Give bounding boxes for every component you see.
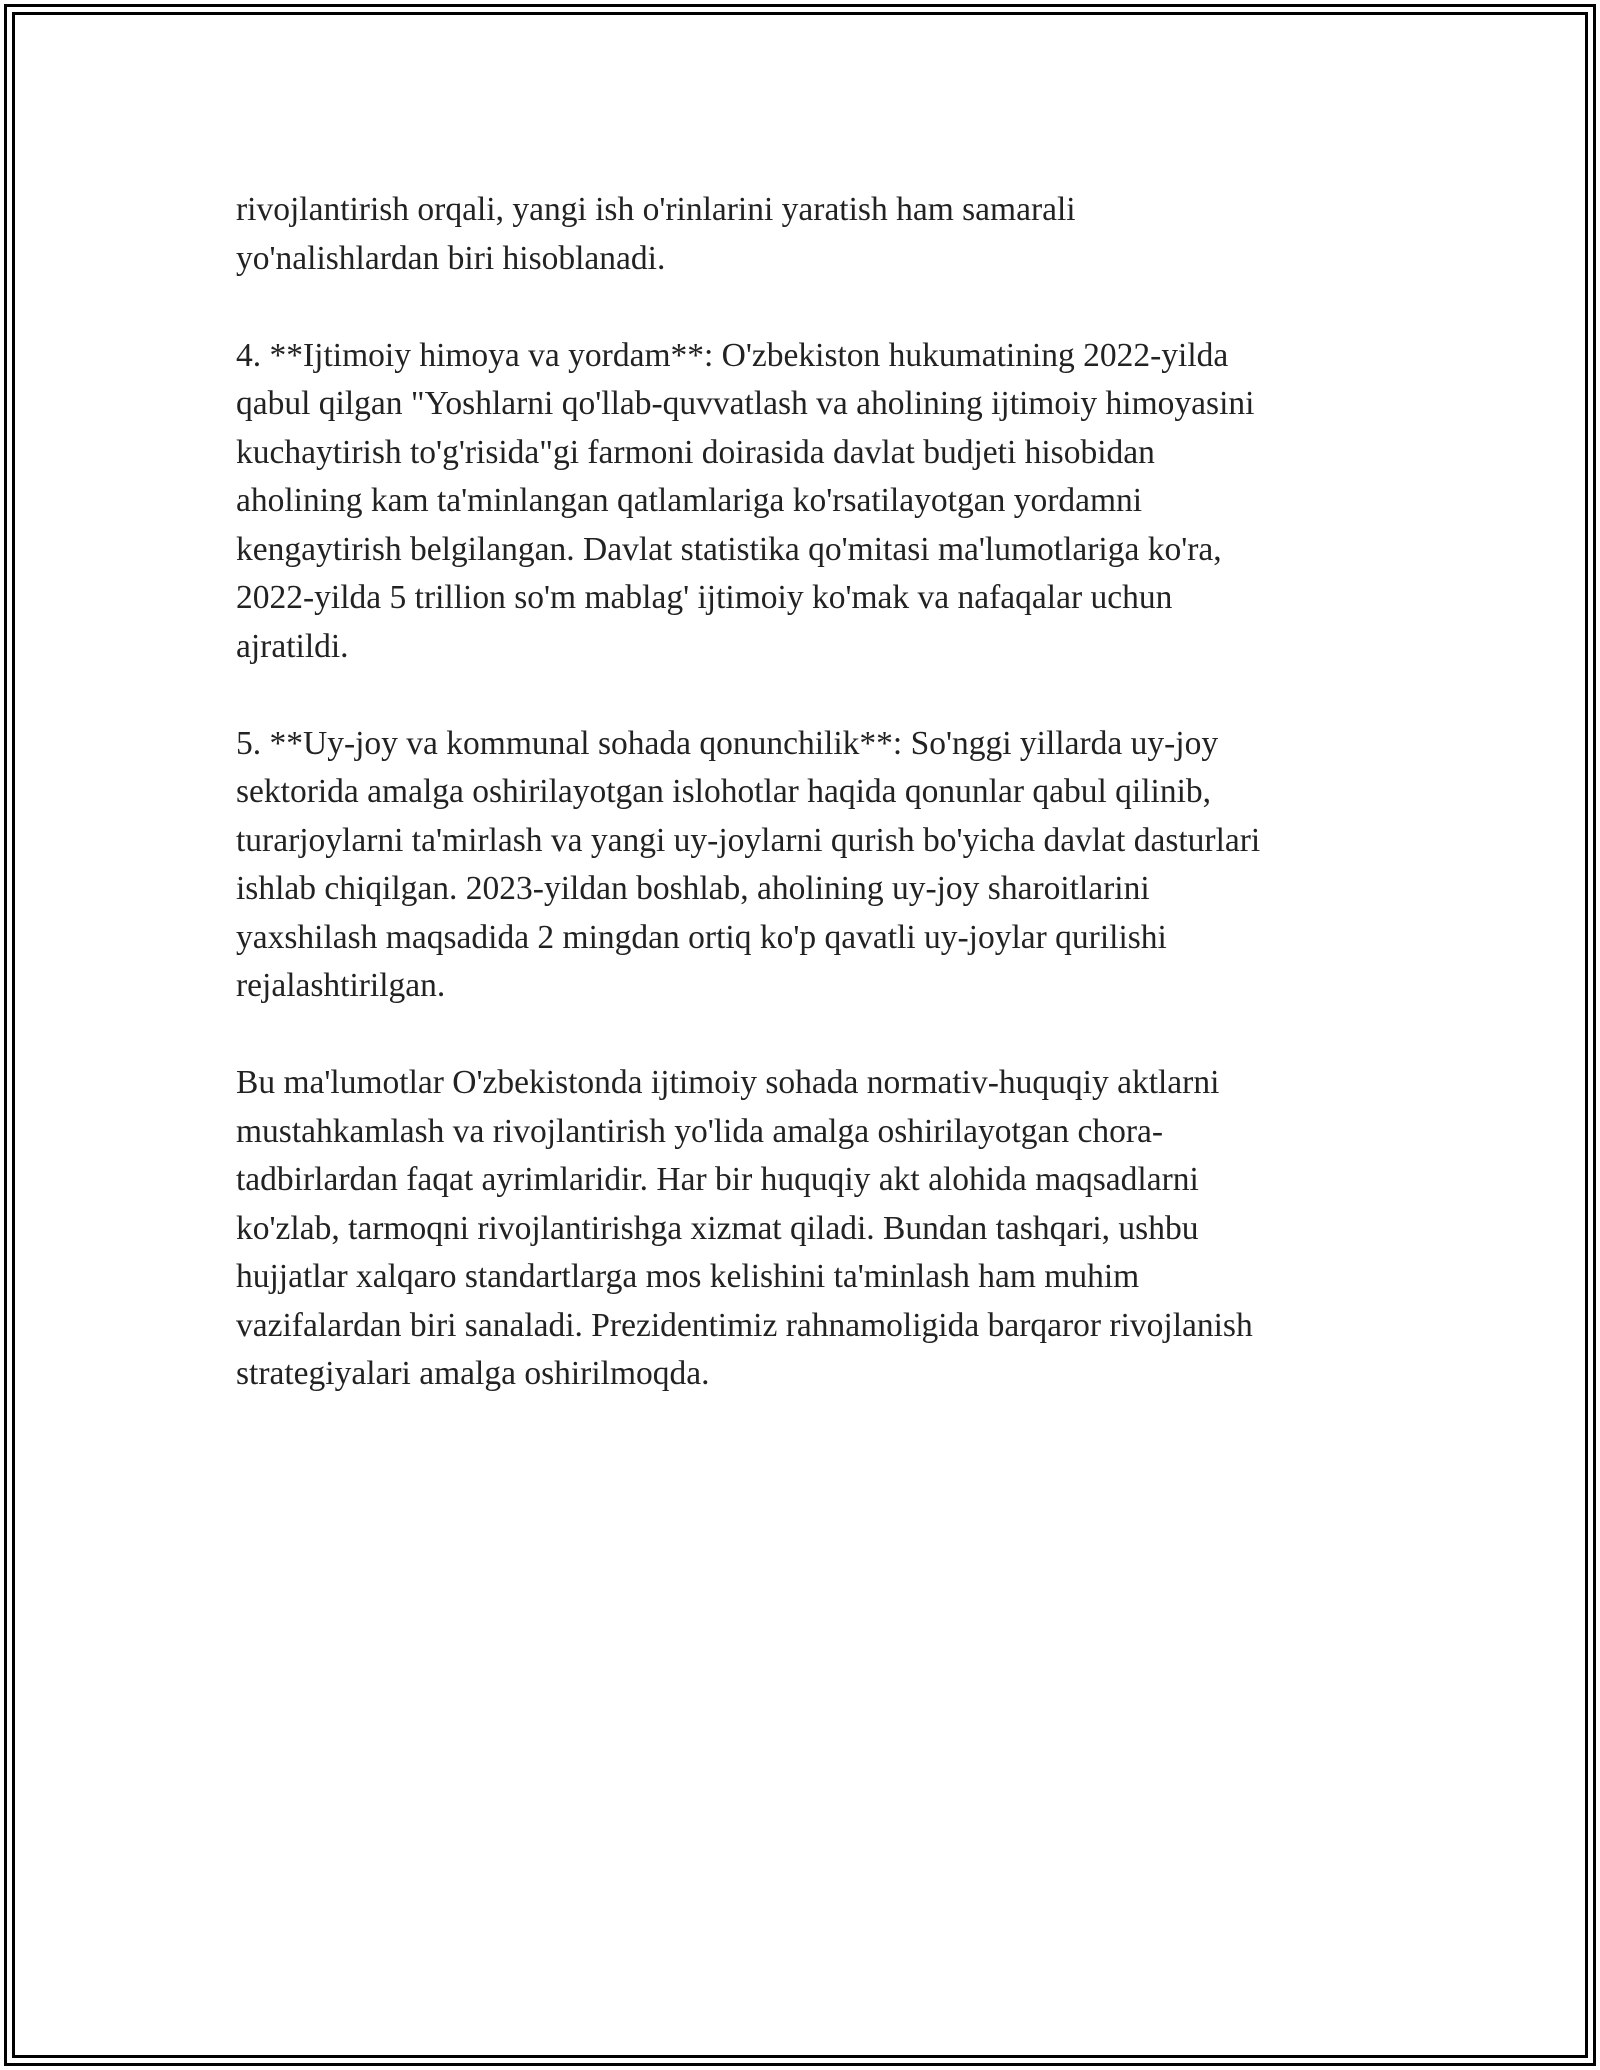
paragraph-continuation: rivojlantirish orqali, yangi ish o'rinlarini yaratish ham samarali yo'nalishlardan biri hisoblanadi. bbox=[236, 191, 1076, 277]
paragraph-social-protection: 4. **Ijtimoiy himoya va yordam**: O'zbekiston hukumatining 2022-yilda qabul qilgan "Yoshlarni qo'llab-quvvatlash va aholining ijtimoiy himoyasini kuchaytirish to'g'risida"gi farmoni doirasida davlat budjeti hisobidan aholining kam ta'minlangan qatlamlariga ko'rsatilayotgan yordamni kengaytirish belgilangan. Davlat statistika qo'mitasi ma'lumotlariga ko'ra, 2022-yilda 5 trillion so'm mablag' ijtimoiy ko'mak va nafaqalar uchun ajratildi. bbox=[236, 336, 1255, 665]
paragraph-housing-legislation: 5. **Uy-joy va kommunal sohada qonunchilik**: So'nggi yillarda uy-joy sektorida amalga oshirilayotgan islohotlar haqida qonunlar qabul qilinib, turarjoylarni ta'mirlash va yangi uy-joylarni qurish bo'yicha davlat dasturlari ishlab chiqilgan. 2023-yildan boshlab, aholining uy-joy sharoitlarini yaxshilash maqsadida 2 mingdan ortiq ko'p qavatli uy-joylar qurilishi rejalashtirilgan. bbox=[236, 724, 1261, 1004]
document-body bbox=[236, 186, 1366, 1447]
paragraph-conclusion: Bu ma'lumotlar O'zbekistonda ijtimoiy sohada normativ-huquqiy aktlarni mustahkamlash va rivojlantirish yo'lida amalga oshirilayotgan chora- tadbirlardan faqat ayrimlaridir. Har bir huquqiy akt alohida maqsadlarni ko'zlab, tarmoqni rivojlantirishga xizmat qiladi. Bundan tashqari, ushbu hujjatlar xalqaro standartlarga mos kelishini ta'minlash ham muhim vazifalardan biri sanaladi. Prezidentimiz rahnamoligida barqaror rivojlanish strategiyalari amalga oshirilmoqda. bbox=[236, 1064, 1253, 1392]
